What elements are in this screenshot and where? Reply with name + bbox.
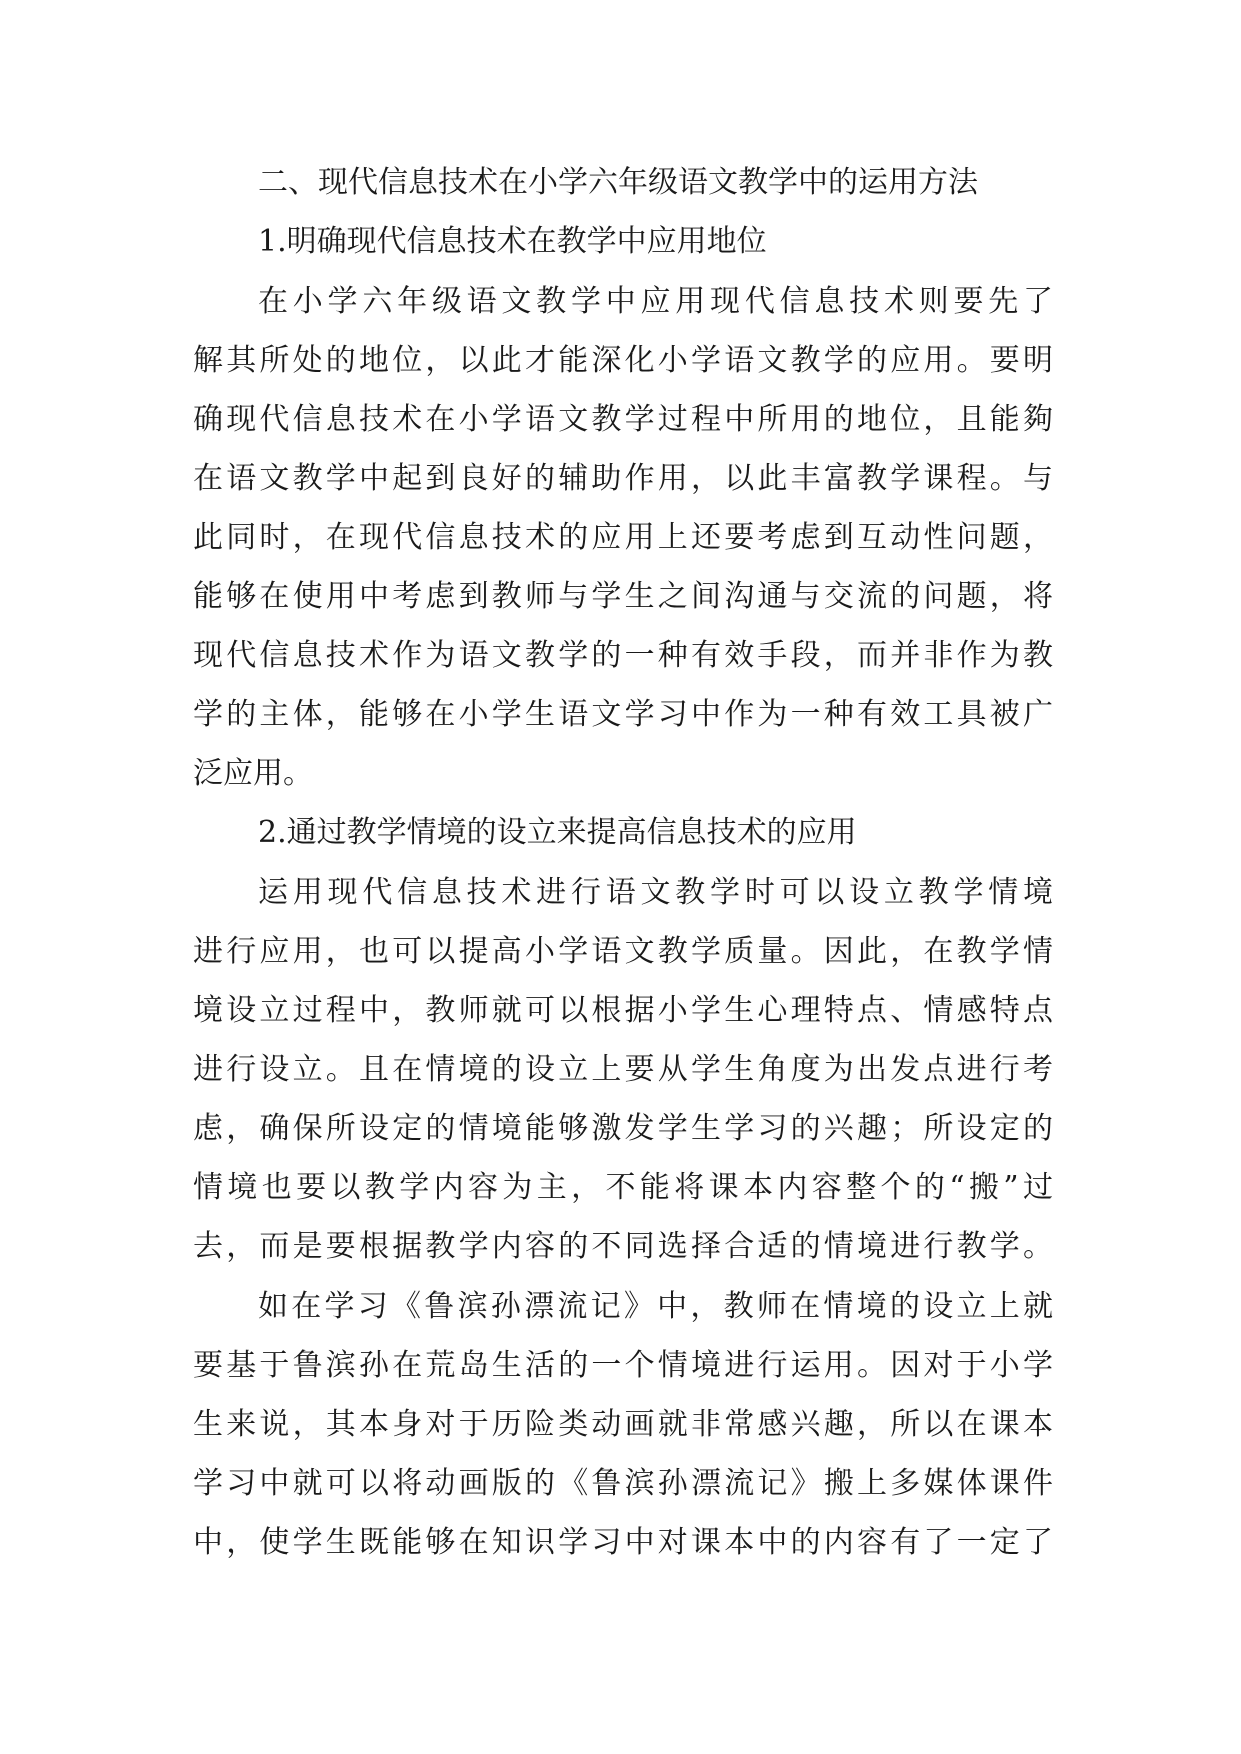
paragraph-line: 在语文教学中起到良好的辅助作用，以此丰富教学课程。与 — [193, 461, 1053, 496]
paragraph-line: 进行设立。且在情境的设立上要从学生角度为出发点进行考 — [193, 1052, 1053, 1087]
paragraph-line: 情境也要以教学内容为主，不能将课本内容整个的“搬”过 — [193, 1170, 1053, 1205]
paragraph-line: 运用现代信息技术进行语文教学时可以设立教学情境 — [258, 875, 1053, 910]
paragraph-line: 现代信息技术作为语文教学的一种有效手段，而并非作为教 — [193, 638, 1053, 673]
paragraph-line: 要基于鲁滨孙在荒岛生活的一个情境进行运用。因对于小学 — [193, 1348, 1053, 1383]
subsection-heading-1: 1.明确现代信息技术在教学中应用地位 — [258, 224, 767, 259]
paragraph-line: 在小学六年级语文教学中应用现代信息技术则要先了 — [258, 284, 1053, 319]
paragraph-line: 生来说，其本身对于历险类动画就非常感兴趣，所以在课本 — [193, 1407, 1053, 1442]
subsection-heading-2: 2.通过教学情境的设立来提高信息技术的应用 — [258, 815, 857, 850]
paragraph-line: 能够在使用中考虑到教师与学生之间沟通与交流的问题，将 — [193, 579, 1053, 614]
paragraph-line: 此同时，在现代信息技术的应用上还要考虑到互动性问题， — [193, 520, 1053, 555]
paragraph-line: 确现代信息技术在小学语文教学过程中所用的地位，且能夠 — [193, 402, 1053, 437]
paragraph-line: 境设立过程中，教师就可以根据小学生心理特点、情感特点 — [193, 993, 1053, 1028]
paragraph-line: 如在学习《鲁滨孙漂流记》中，教师在情境的设立上就 — [258, 1289, 1053, 1324]
paragraph-line: 学的主体，能够在小学生语文学习中作为一种有效工具被广 — [193, 697, 1053, 732]
paragraph-line: 进行应用，也可以提高小学语文教学质量。因此，在教学情 — [193, 934, 1053, 969]
paragraph-line: 解其所处的地位，以此才能深化小学语文教学的应用。要明 — [193, 343, 1053, 378]
paragraph-line: 虑，确保所设定的情境能够激发学生学习的兴趣；所设定的 — [193, 1111, 1053, 1146]
paragraph-line: 中，使学生既能够在知识学习中对课本中的内容有了一定了 — [193, 1525, 1053, 1560]
paragraph-line: 泛应用。 — [193, 756, 313, 791]
paragraph-line: 去，而是要根据教学内容的不同选择合适的情境进行教学。 — [193, 1229, 1053, 1264]
section-heading: 二、现代信息技术在小学六年级语文教学中的运用方法 — [258, 165, 978, 200]
paragraph-line: 学习中就可以将动画版的《鲁滨孙漂流记》搬上多媒体课件 — [193, 1466, 1053, 1501]
